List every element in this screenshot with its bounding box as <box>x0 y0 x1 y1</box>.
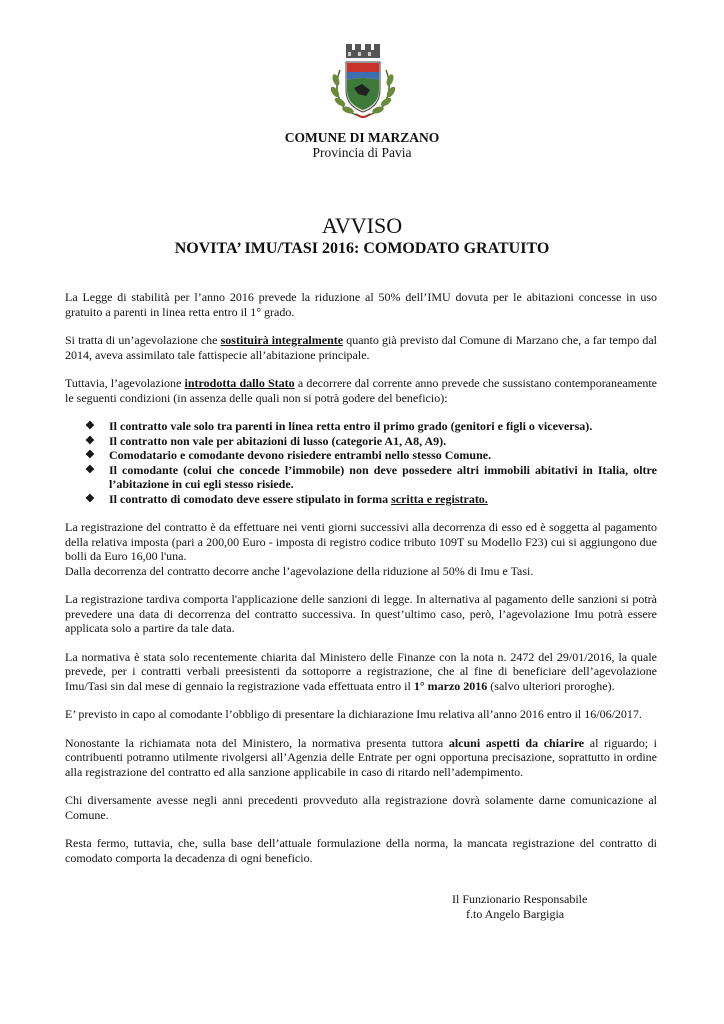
list-item-text: Comodatario e comodante devono risiedere entrambi nello stesso Comune. <box>109 448 492 462</box>
paragraph-registrazione-tardiva: La registrazione tardiva comporta l'applicazione delle sanzioni di legge. In alternativa al pagamento delle sanzioni si potrà prevedere una data di decorrenza del contratto successiva. In quest’ultimo caso, però, l’agevolazione Imu potrà essere applicata solo a partire da tale data. <box>65 592 657 635</box>
list-item <box>65 492 657 507</box>
paragraph-decadenza: Resta fermo, tuttavia, che, sulla base dell’attuale formulazione della norma, la mancata registrazione del contratto di comodato comporta la decadenza di ogni beneficio. <box>65 836 657 865</box>
paragraph-normativa <box>65 650 657 694</box>
municipality-name: COMUNE DI MARZANO <box>284 130 440 145</box>
paragraph-comunicazione: Chi diversamente avesse negli anni precedenti provveduto alla registrazione dovrà solamente darne comunicazione al Comune. <box>65 793 657 822</box>
diamond-bullet-icon: ❖ <box>85 449 95 461</box>
emphasis-text: introdotta dallo Stato <box>184 376 295 390</box>
paragraph-registrazione: La registrazione del contratto è da effettuare nei venti giorni successivi alla decorrenza di esso ed è soggetta al pagamento della relativa imposta (pari a 200,00 Euro - imposta di registro codice tributo 109T su Modello F23) cui si aggiungono due bolli da Euro 16,00 l'una. <box>65 520 657 563</box>
paragraph-decorrenza: Dalla decorrenza del contratto decorre anche l’agevolazione della riduzione al 50% di Imu e Tasi. <box>65 563 534 578</box>
paragraph-conditions-intro <box>65 376 657 405</box>
province-name: Provincia di Pavia <box>312 145 412 160</box>
signature-name: f.to Angelo Bargigia <box>466 907 565 921</box>
municipality-header <box>0 130 724 160</box>
notice-body <box>65 290 657 879</box>
signature-block <box>452 892 587 922</box>
municipal-crest-icon <box>318 40 408 122</box>
conditions-list <box>65 419 657 506</box>
text-run: quanto già previsto dal Comune di Marzano che, a far tempo dal 2014, aveva assimilato tale fattispecie all’abitazione principale. <box>65 333 657 362</box>
emphasis-text: 1° marzo 2016 <box>413 678 488 693</box>
paragraph-agevolazione <box>65 333 657 362</box>
list-item-text: Il comodante (colui che concede l’immobile) non deve possedere altri immobili abitativi in Italia, oltre l’abitazione in cui egli stesso risiede. <box>109 462 657 491</box>
diamond-bullet-icon: ❖ <box>85 463 95 476</box>
emphasis-text: scritta e registrato. <box>391 491 488 506</box>
list-item-text: Il contratto vale solo tra parenti in linea retta entro il primo grado (genitori e figli o viceversa). <box>109 419 593 433</box>
list-item <box>65 463 657 492</box>
text-run: Si tratta di un’agevolazione che <box>65 333 221 347</box>
paragraph-aspetti <box>65 736 657 780</box>
list-item <box>65 419 657 434</box>
text-run: (salvo ulteriori proroghe). <box>487 678 615 693</box>
text-run: Tuttavia, l’agevolazione <box>65 376 185 390</box>
text-run: La normativa è stata solo recentemente chiarita dal Ministero delle Finanze con la nota n. 2472 del 29/01/2016, la quale prevede, per i contratti verbali preesistenti da sottoporre a registrazione, che al fine di beneficiare dell’agevolazione Imu/Tasi sin dal mese di gennaio la registrazione vada effettuata entro il <box>65 649 657 693</box>
text-run: Nonostante la richiamata nota del Ministero, la normativa presenta tuttora <box>65 735 449 750</box>
list-item-text: Il contratto di comodato deve essere stipulato in forma <box>109 491 392 506</box>
signature-role: Il Funzionario Responsabile <box>452 892 588 906</box>
list-item <box>65 434 657 449</box>
list-item-text: Il contratto non vale per abitazioni di lusso (categorie A1, A8, A9). <box>109 433 447 448</box>
text-run: al riguardo; i contribuenti potranno utilmente rivolgersi all’Agenzia delle Entrate per ogni opportuna precisazione, soprattutto in ordine alla registrazione del contratto ed alla sanzione applicabile in caso di ritardo nell’adempimento. <box>65 735 657 779</box>
notice-subtitle: NOVITA’ IMU/TASI 2016: COMODATO GRATUITO <box>174 240 550 257</box>
emphasis-text: sostituirà integralmente <box>220 333 344 347</box>
emphasis-text: alcuni aspetti da chiarire <box>448 735 585 750</box>
notice-title: AVVISO <box>321 213 403 238</box>
paragraph-intro: La Legge di stabilità per l’anno 2016 prevede la riduzione al 50% dell’IMU dovuta per le abitazioni concesse in uso gratuito a parenti in linea retta entro il 1° grado. <box>65 290 657 319</box>
paragraph-dichiarazione: E’ previsto in capo al comodante l’obbligo di presentare la dichiarazione Imu relativa all’anno 2016 entro il 16/06/2017. <box>65 707 642 721</box>
diamond-bullet-icon: ❖ <box>85 420 95 432</box>
diamond-bullet-icon: ❖ <box>85 434 95 447</box>
list-item <box>65 448 657 463</box>
text-run: a decorrere dal corrente anno prevede che sussistano contemporaneamente le seguenti condizioni (in assenza delle quali non si potrà godere del beneficio): <box>65 376 657 405</box>
diamond-bullet-icon: ❖ <box>85 492 95 505</box>
